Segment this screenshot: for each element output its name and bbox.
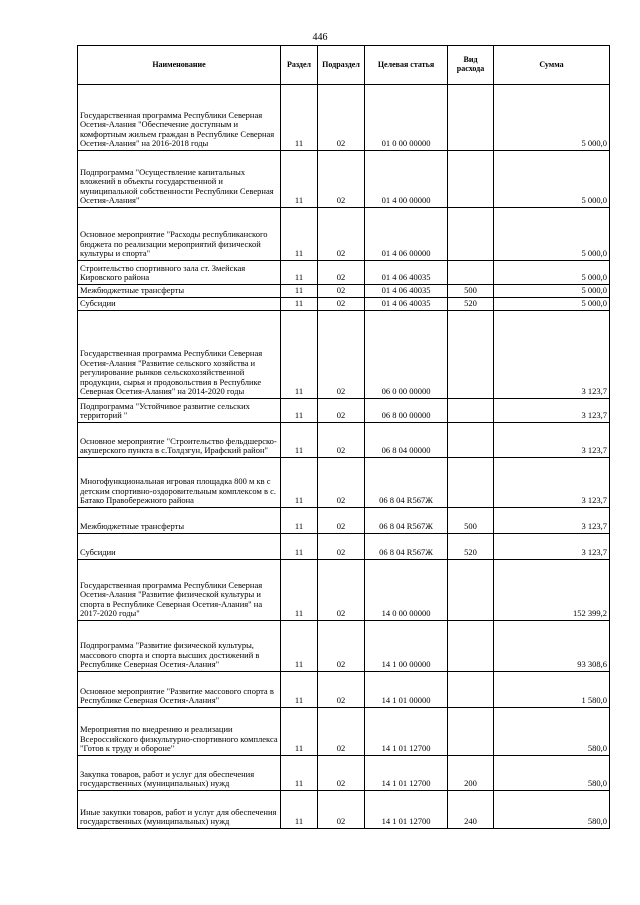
cell-subsection: 02 [318,285,365,298]
cell-name: Межбюджетные трансферты [78,508,281,534]
table-row [78,261,610,285]
table-row [78,151,610,208]
cell-subsection: 02 [318,560,365,621]
cell-type [448,672,494,708]
table-row [78,534,610,560]
cell-type: 240 [448,791,494,829]
cell-sum: 5 000,0 [494,261,610,285]
cell-type: 500 [448,285,494,298]
cell-sum: 1 580,0 [494,672,610,708]
cell-subsection: 02 [318,672,365,708]
cell-target: 14 0 00 00000 [365,560,448,621]
cell-target: 14 1 01 12700 [365,791,448,829]
cell-target: 14 1 01 00000 [365,672,448,708]
cell-sum: 93 308,6 [494,621,610,672]
cell-sum: 3 123,7 [494,311,610,399]
cell-sum: 580,0 [494,791,610,829]
cell-section: 11 [281,756,318,791]
table-body [78,85,610,829]
cell-subsection: 02 [318,399,365,423]
cell-section: 11 [281,298,318,311]
cell-subsection: 02 [318,791,365,829]
cell-name: Иные закупки товаров, работ и услуг для обеспечения государственных (муниципальных) нужд [78,791,281,829]
cell-section: 11 [281,208,318,261]
cell-name: Мероприятия по внедрению и реализации Всероссийского физкультурно-спортивного комплекса "Готов к труду и обороне" [78,708,281,756]
cell-sum: 5 000,0 [494,151,610,208]
cell-type [448,261,494,285]
cell-section: 11 [281,508,318,534]
cell-target: 01 4 06 40035 [365,298,448,311]
table-row [78,208,610,261]
cell-section: 11 [281,261,318,285]
cell-type: 520 [448,534,494,560]
cell-type [448,399,494,423]
cell-type [448,621,494,672]
cell-subsection: 02 [318,756,365,791]
header-target: Целевая статья [365,46,448,85]
table-row [78,508,610,534]
cell-name: Закупка товаров, работ и услуг для обеспечения государственных (муниципальных) нужд [78,756,281,791]
cell-sum: 5 000,0 [494,208,610,261]
cell-name: Основное мероприятие "Развитие массового спорта в Республике Северная Осетия-Алания" [78,672,281,708]
table-row [78,458,610,508]
cell-name: Строительство спортивного зала ст. Змейская Кировского района [78,261,281,285]
cell-target: 06 8 04 00000 [365,423,448,458]
cell-name: Государственная программа Республики Северная Осетия-Алания "Развитие сельского хозяйства и регулирование рынков сельскохозяйственной продукции, сырья и продовольствия в Республике Северная Осетия-Алания" на 2014-2020 годы [78,311,281,399]
table-row [78,298,610,311]
cell-type [448,560,494,621]
cell-type [448,208,494,261]
cell-name: Государственная программа Республики Северная Осетия-Алания "Развитие физической культуры и спорта в Республике Северная Осетия-Алания" на 2017-2020 годы" [78,560,281,621]
cell-sum: 3 123,7 [494,508,610,534]
cell-target: 06 8 00 00000 [365,399,448,423]
budget-table [77,45,610,829]
cell-type [448,708,494,756]
header-sum: Сумма [494,46,610,85]
cell-name: Подпрограмма "Развитие физической культуры, массового спорта и спорта высших достижений в Республике Северная Осетия-Алания" [78,621,281,672]
cell-section: 11 [281,534,318,560]
table-row [78,85,610,151]
table-header-row [78,46,610,85]
cell-subsection: 02 [318,534,365,560]
cell-sum: 580,0 [494,756,610,791]
table-row [78,560,610,621]
table-row [78,399,610,423]
cell-name: Государственная программа Республики Северная Осетия-Алания "Обеспечение доступным и комфортным жильем граждан в Республике Северная Осетия-Алания" на 2016-2018 годы [78,85,281,151]
header-subsection: Подраздел [318,46,365,85]
table-row [78,285,610,298]
cell-target: 01 0 00 00000 [365,85,448,151]
cell-sum: 5 000,0 [494,298,610,311]
table-row [78,311,610,399]
cell-subsection: 02 [318,151,365,208]
cell-name: Субсидии [78,534,281,560]
cell-sum: 3 123,7 [494,423,610,458]
cell-subsection: 02 [318,311,365,399]
cell-subsection: 02 [318,423,365,458]
header-type: Вид расхода [448,46,494,85]
cell-subsection: 02 [318,208,365,261]
cell-section: 11 [281,423,318,458]
cell-section: 11 [281,151,318,208]
cell-target: 14 1 01 12700 [365,756,448,791]
cell-section: 11 [281,560,318,621]
cell-target: 06 8 04 R567Ж [365,458,448,508]
cell-section: 11 [281,311,318,399]
cell-type [448,311,494,399]
table-row [78,708,610,756]
cell-name: Многофункциональная игровая площадка 800 м кв с детским спортивно-оздоровительным комплексом в с. Батако Правобережного района [78,458,281,508]
cell-name: Субсидии [78,298,281,311]
cell-name: Основное мероприятие "Строительство фельдшерско-акушерского пункта в с.Толдзгун, Ирафский район" [78,423,281,458]
cell-target: 06 8 04 R567Ж [365,508,448,534]
header-name: Наименование [78,46,281,85]
cell-section: 11 [281,708,318,756]
cell-name: Подпрограмма "Осуществление капитальных вложений в объекты государственной и муниципальной собственности Республики Северная Осетия-Алания" [78,151,281,208]
cell-subsection: 02 [318,508,365,534]
cell-sum: 152 399,2 [494,560,610,621]
cell-name: Межбюджетные трансферты [78,285,281,298]
cell-type: 200 [448,756,494,791]
page-number: 446 [312,32,328,43]
cell-sum: 5 000,0 [494,85,610,151]
cell-target: 14 1 01 12700 [365,708,448,756]
cell-subsection: 02 [318,621,365,672]
cell-sum: 580,0 [494,708,610,756]
cell-type [448,151,494,208]
cell-target: 01 4 06 40035 [365,285,448,298]
cell-type: 500 [448,508,494,534]
cell-target: 01 4 06 40035 [365,261,448,285]
cell-section: 11 [281,621,318,672]
table-row [78,621,610,672]
cell-target: 14 1 00 00000 [365,621,448,672]
table-row [78,423,610,458]
cell-section: 11 [281,85,318,151]
table-row [78,756,610,791]
cell-target: 01 4 06 00000 [365,208,448,261]
cell-section: 11 [281,458,318,508]
cell-section: 11 [281,791,318,829]
cell-subsection: 02 [318,261,365,285]
cell-name: Подпрограмма "Устойчивое развитие сельских территорий " [78,399,281,423]
cell-subsection: 02 [318,708,365,756]
cell-subsection: 02 [318,85,365,151]
cell-type [448,85,494,151]
cell-sum: 3 123,7 [494,534,610,560]
cell-section: 11 [281,399,318,423]
cell-sum: 3 123,7 [494,458,610,508]
cell-section: 11 [281,285,318,298]
cell-sum: 3 123,7 [494,399,610,423]
table-row [78,672,610,708]
cell-target: 06 8 04 R567Ж [365,534,448,560]
cell-sum: 5 000,0 [494,285,610,298]
cell-subsection: 02 [318,458,365,508]
table-row [78,791,610,829]
cell-type [448,423,494,458]
cell-section: 11 [281,672,318,708]
cell-target: 01 4 00 00000 [365,151,448,208]
cell-type: 520 [448,298,494,311]
cell-target: 06 0 00 00000 [365,311,448,399]
cell-subsection: 02 [318,298,365,311]
header-section: Раздел [281,46,318,85]
cell-type [448,458,494,508]
cell-name: Основное мероприятие "Расходы республиканского бюджета по реализации мероприятий физической культуры и спорта" [78,208,281,261]
